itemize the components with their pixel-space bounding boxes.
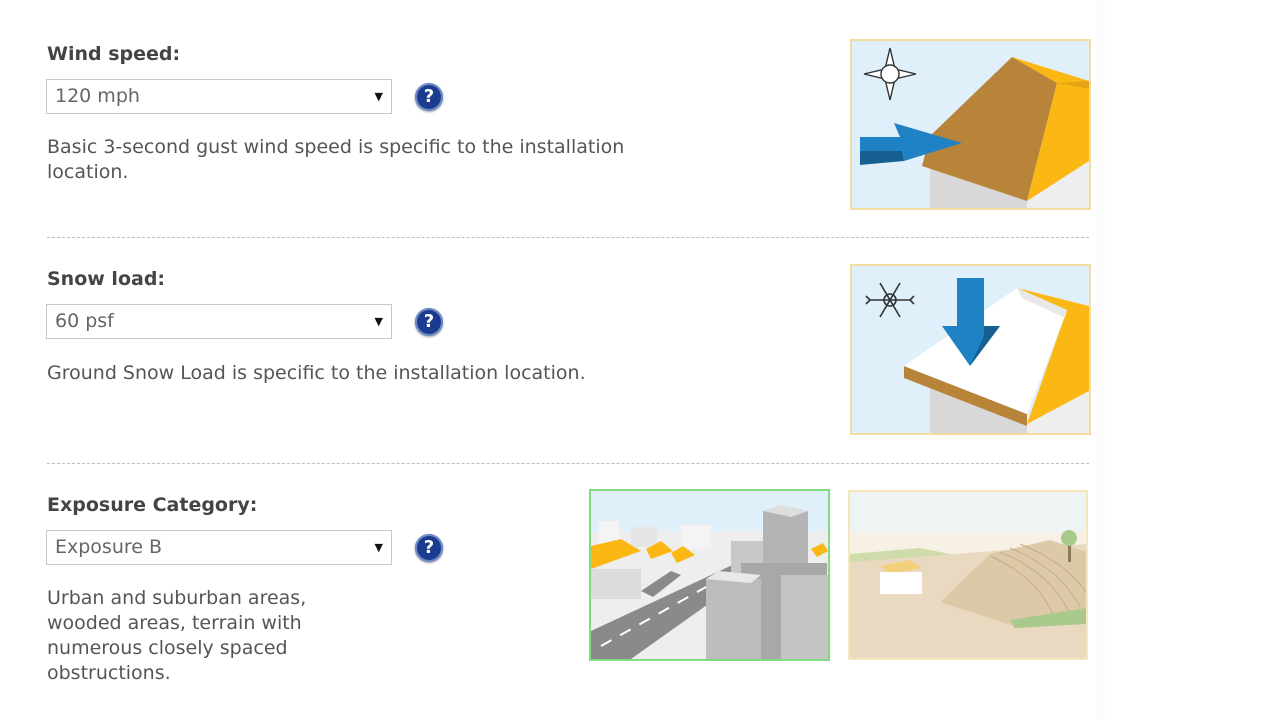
section-divider [47,237,1089,238]
snowflake-icon [866,283,914,317]
snow-load-help-icon[interactable]: ? [415,308,443,336]
wind-speed-select[interactable] [46,79,392,114]
exposure-category-value: Exposure B [55,536,163,558]
snow-roof-illustration [850,264,1091,435]
chevron-down-icon: ▼ [374,90,383,103]
snow-load-description: Ground Snow Load is specific to the installation location. [47,362,586,384]
snow-load-select[interactable] [46,304,392,339]
compass-icon [864,48,916,100]
wind-speed-value: 120 mph [55,85,140,107]
section-divider [47,463,1089,464]
content-edge [1097,0,1105,720]
snow-load-label: Snow load: [47,268,166,290]
wind-speed-help-icon[interactable]: ? [415,83,443,111]
page-gutter [1105,0,1280,720]
exposure-category-label: Exposure Category: [47,494,258,516]
chevron-down-icon: ▼ [374,315,383,328]
snow-load-value: 60 psf [55,310,114,332]
wind-roof-illustration [850,39,1091,210]
exposure-category-description: Urban and suburban areas, wooded areas, terrain with numerous closely spaced obstructions. [47,587,307,684]
wind-speed-label: Wind speed: [47,43,181,65]
exposure-category-select[interactable] [46,530,392,565]
exposure-category-help-icon[interactable]: ? [415,534,443,562]
wind-speed-description: Basic 3-second gust wind speed is specific to the installation location. [47,136,625,183]
exposure-c-option[interactable] [848,490,1088,660]
exposure-b-option[interactable] [589,489,830,661]
chevron-down-icon: ▼ [374,541,383,554]
